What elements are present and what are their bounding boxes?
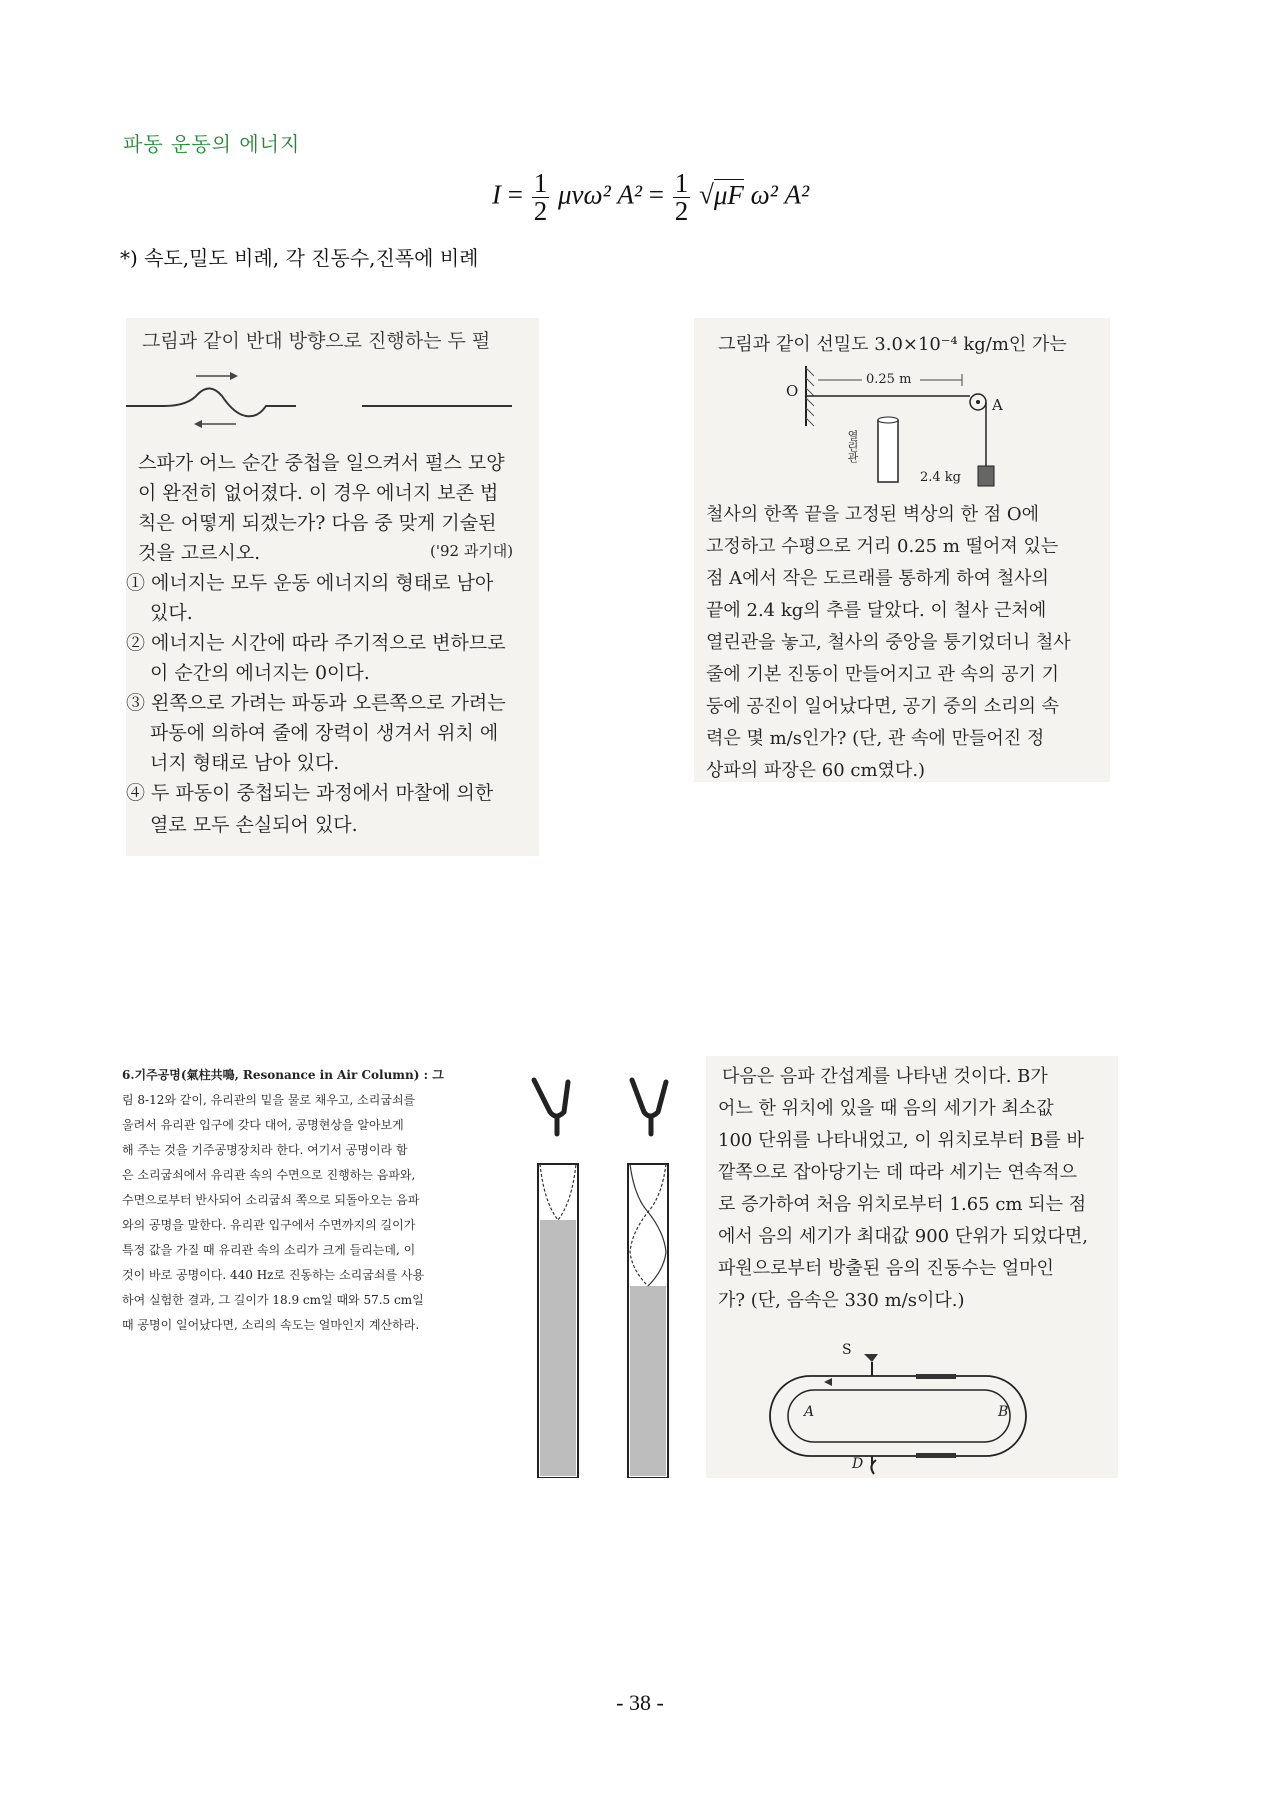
formula-half-1: [532, 170, 550, 225]
problem2-line: 점 A에서 작은 도르래를 통하게 하여 철사의: [706, 568, 1049, 589]
fig-label-S: S: [842, 1342, 852, 1358]
problem3-line: 와의 공명을 말한다. 유리관 입구에서 수면까지의 길이가: [122, 1218, 416, 1232]
problem3-line: 때 공명이 일어났다면, 소리의 속도는 얼마인지 계산하라.: [122, 1318, 420, 1332]
pulse-figure: [126, 366, 539, 436]
formula-half-2-den: 2: [674, 196, 689, 226]
problem3-line: 울려서 유리관 입구에 갖다 대어, 공명현상을 알아보게: [122, 1118, 404, 1132]
intensity-formula: [492, 170, 832, 232]
problem4-scan: [706, 1056, 1118, 1478]
formula-note: *) 속도,밀도 비례, 각 진동수,진폭에 비례: [120, 246, 479, 270]
choice-3-cont: 너지 형태로 남아 있다.: [150, 752, 340, 774]
formula-root: μF: [713, 179, 744, 210]
problem2-line: 고정하고 수평으로 거리 0.25 m 떨어져 있는: [706, 536, 1059, 557]
choice-1-cont: 있다.: [150, 602, 193, 624]
formula-half-1-den: 2: [533, 196, 548, 226]
problem3-line: 수면으로부터 반사되어 소리굽쇠 쪽으로 되돌아오는 음파: [122, 1193, 420, 1207]
problem1-line: 칙은 어떻게 되겠는가? 다음 중 맞게 기술된: [138, 512, 497, 534]
resonance-tube-figure: [528, 1072, 688, 1478]
section-heading: 파동 운동의 에너지: [123, 132, 301, 156]
formula-term1: μvω² A²: [557, 179, 643, 210]
formula-eq-1: =: [507, 179, 523, 210]
choice-3-cont: 파동에 의하여 줄에 장력이 생겨서 위치 에: [150, 722, 499, 744]
interferometer-figure: [706, 1334, 1118, 1478]
fig-label-tube: 열린관: [846, 430, 859, 463]
problem4-line: 가? (단, 음속은 330 m/s이다.): [718, 1290, 965, 1311]
fig-label-D: D: [852, 1456, 864, 1472]
problem4-line: 다음은 음파 간섭계를 나타낸 것이다. B가: [722, 1066, 1048, 1087]
problem1-line: 이 완전히 없어졌다. 이 경우 에너지 보존 법: [138, 482, 499, 504]
problem2-line: 둥에 공진이 일어났다면, 공기 중의 소리의 속: [706, 696, 1060, 717]
page-number: - 38 -: [616, 1690, 664, 1715]
problem2-line: 줄에 기본 진동이 만들어지고 관 속의 공기 기: [706, 664, 1060, 685]
problem2-line: 상파의 파장은 60 cm였다.): [706, 760, 926, 781]
fig-label-A: A: [804, 1404, 815, 1420]
problem3-line: 특정 값을 가질 때 유리관 속의 소리가 크게 들리는데, 이: [122, 1243, 416, 1257]
choice-3: ③ 왼쪽으로 가려는 파동과 오른쪽으로 가려는: [126, 692, 506, 714]
problem1-source: ('92 과기대): [430, 542, 514, 560]
problem2-line: 력은 몇 m/s인가? (단, 관 속에 만들어진 정: [706, 728, 1045, 749]
formula-eq-2: =: [648, 179, 665, 210]
problem2-intro: 그림과 같이 선밀도 3.0×10⁻⁴ kg/m인 가는: [718, 334, 1067, 355]
problem1-intro: 그림과 같이 반대 방향으로 진행하는 두 펄: [142, 330, 491, 352]
choice-1: ① 에너지는 모두 운동 에너지의 형태로 남아: [126, 572, 494, 594]
fig-label-O: O: [786, 382, 799, 400]
problem4-line: 파원으로부터 방출된 음의 진동수는 얼마인: [718, 1258, 1054, 1279]
problem4-line: 로 증가하여 처음 위치로부터 1.65 cm 되는 점: [718, 1194, 1087, 1215]
problem4-line: 깥쪽으로 잡아당기는 데 따라 세기는 연속적으: [718, 1162, 1077, 1183]
formula-half-2-num: 1: [674, 168, 689, 198]
sqrt-icon: √: [699, 179, 714, 210]
problem1-scan: [126, 318, 539, 856]
problem3-title: 6.기주공명(氣柱共鳴, Resonance in Air Column) : 그: [122, 1068, 444, 1082]
problem4-line: 에서 음의 세기가 최대값 900 단위가 되었다면,: [718, 1226, 1089, 1247]
tuning-fork-icon: [534, 1080, 568, 1134]
fig-label-B: B: [998, 1404, 1009, 1420]
problem2-line: 철사의 한쪽 끝을 고정된 벽상의 한 점 O에: [706, 504, 1040, 525]
problem4-line: 어느 한 위치에 있을 때 음의 세기가 최소값: [718, 1098, 1054, 1119]
formula-half-1-num: 1: [533, 168, 548, 198]
problem4-line: 100 단위를 나타내었고, 이 위치로부터 B를 바: [718, 1130, 1084, 1151]
formula-half-2: [673, 170, 691, 225]
tuning-fork-icon: [632, 1080, 666, 1134]
formula-lhs: I: [492, 179, 501, 210]
problem2-scan: [694, 318, 1110, 782]
problem2-line: 열린관을 놓고, 철사의 중앙을 퉁기었더니 철사: [706, 632, 1071, 653]
problem3-line: 은 소리굽쇠에서 유리관 속의 수면으로 진행하는 음파와,: [122, 1168, 416, 1182]
choice-2: ② 에너지는 시간에 따라 주기적으로 변하므로: [126, 632, 506, 654]
problem3-line: 해 주는 것을 기주공명장치라 한다. 여기서 공명이라 함: [122, 1143, 408, 1157]
fig-label-length: 0.25 m: [866, 372, 912, 387]
formula-term2: ω² A²: [750, 179, 810, 210]
problem3-line: 것이 바로 공명이다. 440 Hz로 진동하는 소리굽쇠를 사용: [122, 1268, 425, 1282]
choice-4-cont: 열로 모두 손실되어 있다.: [150, 814, 358, 836]
fig-label-A: A: [992, 396, 1003, 414]
problem1-line: 것을 고르시오.: [138, 542, 261, 564]
fig-label-mass: 2.4 kg: [920, 470, 962, 485]
problem2-line: 끝에 2.4 kg의 추를 달았다. 이 철사 근처에: [706, 600, 1047, 621]
choice-4: ④ 두 파동이 중첩되는 과정에서 마찰에 의한: [126, 782, 494, 804]
problem3-text: [122, 1066, 514, 1346]
problem3-line: 하여 실험한 결과, 그 길이가 18.9 cm일 때와 57.5 cm일: [122, 1293, 424, 1307]
choice-2-cont: 이 순간의 에너지는 0이다.: [150, 662, 370, 684]
problem1-line: 스파가 어느 순간 중첩을 일으켜서 펄스 모양: [138, 452, 505, 474]
problem3-line: 림 8-12와 같이, 유리관의 밑을 물로 채우고, 소리굽쇠를: [122, 1093, 416, 1107]
